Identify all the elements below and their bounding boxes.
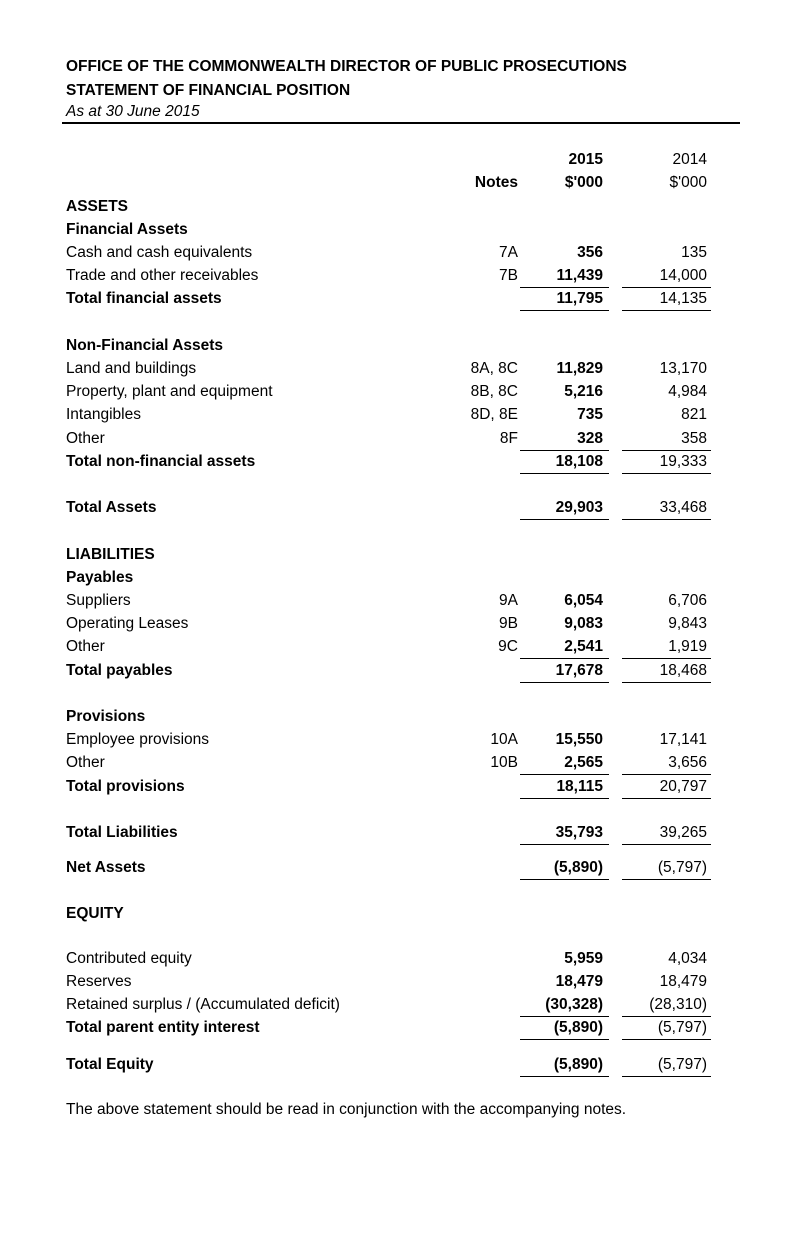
row-label: Total Assets xyxy=(66,499,157,516)
row-label: Total provisions xyxy=(66,778,185,795)
row-value-2015: 356 xyxy=(577,244,603,261)
col-2015-year: 2015 xyxy=(568,151,603,168)
row-notes: 8F xyxy=(499,430,518,447)
subtotal-underline xyxy=(622,879,711,880)
subtotal-underline xyxy=(520,519,609,520)
row-value-2014: 33,468 xyxy=(659,499,707,516)
subtotal-underline xyxy=(622,1039,711,1040)
row-label: Total parent entity interest xyxy=(66,1019,260,1036)
subtotal-underline xyxy=(622,287,711,288)
subtotal-underline xyxy=(622,658,711,659)
row-value-2015: 11,829 xyxy=(556,360,603,377)
row-value-2014: 17,141 xyxy=(659,731,707,748)
row-label: Operating Leases xyxy=(66,615,189,632)
col-notes-header: Notes xyxy=(474,174,518,191)
row-value-2014: 1,919 xyxy=(668,638,707,655)
row-notes: 9A xyxy=(499,592,518,609)
col-2015-unit: $'000 xyxy=(564,174,603,191)
row-notes: 8B, 8C xyxy=(470,383,518,400)
row-label: Employee provisions xyxy=(66,731,210,748)
subtotal-underline xyxy=(520,450,609,451)
subtotal-underline xyxy=(622,774,711,775)
row-value-2015: 5,959 xyxy=(564,950,603,967)
row-label: Payables xyxy=(66,569,134,586)
subtotal-underline xyxy=(622,844,711,845)
row-label: ASSETS xyxy=(66,198,129,215)
subtotal-underline xyxy=(622,1016,711,1017)
row-label: LIABILITIES xyxy=(66,546,155,563)
row-notes: 10B xyxy=(490,754,518,771)
subtotal-underline xyxy=(520,473,609,474)
subtotal-underline xyxy=(520,798,609,799)
row-label: Other xyxy=(66,638,105,655)
statement-date: As at 30 June 2015 xyxy=(66,103,200,120)
subtotal-underline xyxy=(622,682,711,683)
row-value-2015: 6,054 xyxy=(564,592,603,609)
row-value-2014: 9,843 xyxy=(668,615,707,632)
row-value-2015: 18,479 xyxy=(555,973,603,990)
row-value-2014: (5,797) xyxy=(657,1019,707,1036)
row-value-2015: 735 xyxy=(577,406,603,423)
row-value-2014: 39,265 xyxy=(659,824,707,841)
row-notes: 10A xyxy=(490,731,518,748)
row-value-2015: (30,328) xyxy=(545,996,603,1013)
row-label: Intangibles xyxy=(66,406,141,423)
row-value-2015: (5,890) xyxy=(553,1019,603,1036)
row-label: Total payables xyxy=(66,662,173,679)
subtotal-underline xyxy=(520,1039,609,1040)
row-value-2015: 18,115 xyxy=(556,778,603,795)
row-notes: 9C xyxy=(498,638,518,655)
row-label: Reserves xyxy=(66,973,132,990)
row-label: Total non-financial assets xyxy=(66,453,256,470)
row-value-2015: 29,903 xyxy=(555,499,603,516)
subtotal-underline xyxy=(622,1076,711,1077)
subtotal-underline xyxy=(520,774,609,775)
row-label: Property, plant and equipment xyxy=(66,383,273,400)
row-label: Suppliers xyxy=(66,592,131,609)
row-value-2015: (5,890) xyxy=(553,1056,603,1073)
row-value-2014: 19,333 xyxy=(659,453,707,470)
row-notes: 7A xyxy=(499,244,518,261)
row-value-2014: 821 xyxy=(681,406,707,423)
col-2014-unit: $'000 xyxy=(669,174,707,191)
subtotal-underline xyxy=(520,1076,609,1077)
row-value-2014: 3,656 xyxy=(668,754,707,771)
subtotal-underline xyxy=(520,310,609,311)
row-value-2015: 18,108 xyxy=(555,453,603,470)
row-value-2015: 17,678 xyxy=(555,662,603,679)
row-label: Net Assets xyxy=(66,859,146,876)
row-value-2014: 14,000 xyxy=(659,267,707,284)
row-value-2015: 15,550 xyxy=(555,731,603,748)
row-value-2015: 2,541 xyxy=(564,638,603,655)
row-value-2015: 328 xyxy=(577,430,603,447)
footer-note: The above statement should be read in conjunction with the accompanying notes. xyxy=(66,1101,627,1118)
row-value-2014: 18,479 xyxy=(659,973,707,990)
row-value-2014: 14,135 xyxy=(659,290,707,307)
row-label: EQUITY xyxy=(66,905,124,922)
row-value-2014: 358 xyxy=(681,430,707,447)
subtotal-underline xyxy=(520,1016,609,1017)
row-value-2014: (5,797) xyxy=(657,859,707,876)
statement-title: STATEMENT OF FINANCIAL POSITION xyxy=(66,82,351,99)
row-value-2014: 4,034 xyxy=(668,950,707,967)
subtotal-underline xyxy=(622,473,711,474)
row-value-2014: 20,797 xyxy=(659,778,707,795)
row-label: Retained surplus / (Accumulated deficit) xyxy=(66,996,340,1013)
subtotal-underline xyxy=(520,844,609,845)
row-label: Total financial assets xyxy=(66,290,222,307)
row-value-2015: 2,565 xyxy=(564,754,603,771)
col-2014-year: 2014 xyxy=(672,151,707,168)
row-notes: 9B xyxy=(499,615,518,632)
row-label: Contributed equity xyxy=(66,950,192,967)
row-value-2014: 13,170 xyxy=(659,360,707,377)
row-value-2015: (5,890) xyxy=(553,859,603,876)
row-value-2015: 11,795 xyxy=(556,290,603,307)
subtotal-underline xyxy=(520,682,609,683)
header-divider xyxy=(62,122,740,124)
row-label: Other xyxy=(66,754,105,771)
row-label: Provisions xyxy=(66,708,146,725)
row-value-2014: 18,468 xyxy=(659,662,707,679)
row-value-2014: 4,984 xyxy=(668,383,707,400)
row-notes: 8A, 8C xyxy=(470,360,518,377)
row-label: Financial Assets xyxy=(66,221,188,238)
row-label: Non-Financial Assets xyxy=(66,337,224,354)
organisation-title: OFFICE OF THE COMMONWEALTH DIRECTOR OF PUBLIC PROSECUTIONS xyxy=(66,58,627,75)
row-label: Other xyxy=(66,430,105,447)
row-label: Total Liabilities xyxy=(66,824,178,841)
row-value-2015: 11,439 xyxy=(556,267,603,284)
row-value-2014: 6,706 xyxy=(668,592,707,609)
row-notes: 7B xyxy=(499,267,518,284)
row-label: Land and buildings xyxy=(66,360,197,377)
row-notes: 8D, 8E xyxy=(470,406,518,423)
subtotal-underline xyxy=(622,798,711,799)
subtotal-underline xyxy=(520,879,609,880)
row-value-2014: (28,310) xyxy=(649,996,707,1013)
subtotal-underline xyxy=(520,287,609,288)
row-value-2015: 9,083 xyxy=(564,615,603,632)
row-value-2015: 5,216 xyxy=(564,383,603,400)
row-value-2014: 135 xyxy=(681,244,707,261)
subtotal-underline xyxy=(622,519,711,520)
row-label: Cash and cash equivalents xyxy=(66,244,253,261)
subtotal-underline xyxy=(520,658,609,659)
row-label: Total Equity xyxy=(66,1056,154,1073)
row-value-2015: 35,793 xyxy=(555,824,603,841)
subtotal-underline xyxy=(622,450,711,451)
row-value-2014: (5,797) xyxy=(657,1056,707,1073)
row-label: Trade and other receivables xyxy=(66,267,259,284)
subtotal-underline xyxy=(622,310,711,311)
